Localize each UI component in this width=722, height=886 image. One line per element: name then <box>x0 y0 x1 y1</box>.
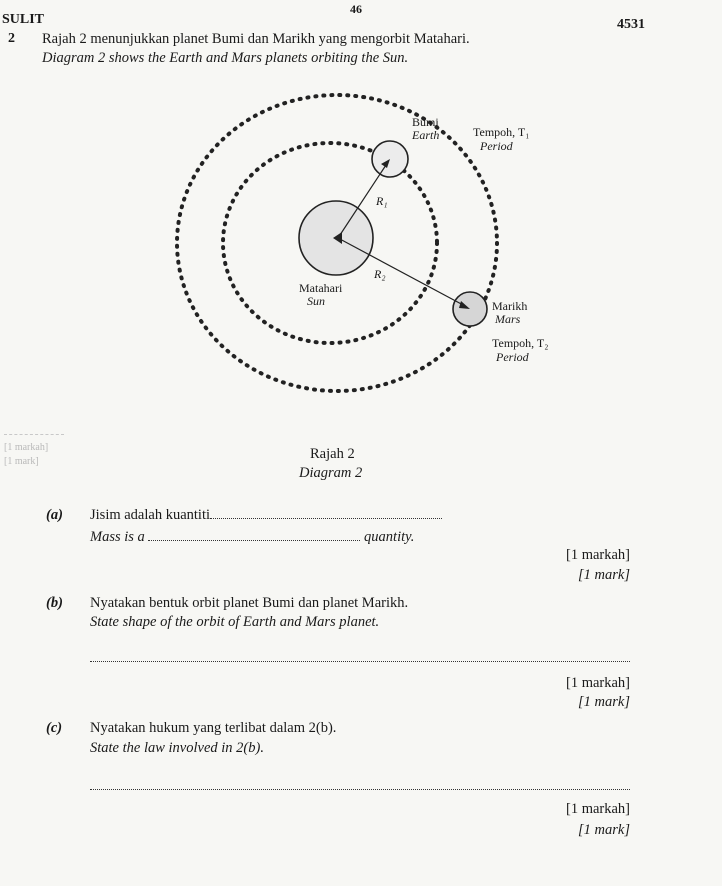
part-b-mark-ms: [1 markah] <box>565 675 630 691</box>
diagram-caption-en: Diagram 2 <box>299 465 363 481</box>
r1-label: R₁ <box>376 194 388 208</box>
part-c-en: State the law involved in 2(b). <box>90 740 264 756</box>
ghost-line <box>4 434 64 435</box>
header-code: 4531 <box>617 17 645 32</box>
part-a-mark-en: [1 mark] <box>578 567 630 583</box>
r2-label: R₂ <box>374 267 386 281</box>
orbit-diagram <box>0 0 722 420</box>
part-c-answer-line[interactable] <box>90 789 630 790</box>
earth-label-en: Earth <box>412 128 440 142</box>
part-a-ms-text: Jisim adalah kuantiti <box>90 507 211 523</box>
part-a-en <box>90 529 414 546</box>
sun-label-ms: Matahari <box>299 281 343 295</box>
part-b-answer-line[interactable] <box>90 661 630 662</box>
page-number: 46 <box>350 2 362 16</box>
part-b-en: State shape of the orbit of Earth and Mars planet. <box>90 614 380 630</box>
part-b-label: (b) <box>46 595 63 611</box>
ghost-text-1: [1 markah] <box>4 442 49 453</box>
question-stem-en: Diagram 2 shows the Earth and Mars planets orbiting the Sun. <box>42 50 409 66</box>
part-a-en-answer-line[interactable] <box>148 539 360 541</box>
part-b-ms: Nyatakan bentuk orbit planet Bumi dan planet Marikh. <box>90 595 409 611</box>
part-b-mark-en: [1 mark] <box>578 694 630 710</box>
part-a-en-after: quantity. <box>364 529 415 545</box>
sun-label-en: Sun <box>307 294 325 308</box>
diagram-caption-ms: Rajah 2 <box>310 446 355 462</box>
mars-label-en: Mars <box>495 312 521 326</box>
part-a-ms-answer-line[interactable] <box>210 517 442 519</box>
period1-label-en: Period <box>480 139 513 153</box>
part-a-ms <box>90 507 442 524</box>
earth-label-ms: Bumi <box>412 115 439 129</box>
r2-line <box>338 238 465 306</box>
mars-label-ms: Marikh <box>492 299 528 313</box>
period2-label-en: Period <box>496 350 529 364</box>
header-sulit: SULIT <box>2 12 45 27</box>
part-c-ms: Nyatakan hukum yang terlibat dalam 2(b). <box>90 720 337 736</box>
ghost-text-2: [1 mark] <box>4 456 39 467</box>
part-a-en-before: Mass is a <box>90 529 145 545</box>
part-c-label: (c) <box>46 720 63 736</box>
part-c-mark-ms: [1 markah] <box>565 801 630 817</box>
period2-label-ms: Tempoh, T₂ <box>492 336 549 350</box>
part-a-mark-ms: [1 markah] <box>565 547 630 563</box>
part-c-mark-en: [1 mark] <box>578 822 630 838</box>
part-a-label: (a) <box>46 507 63 523</box>
question-stem-ms: Rajah 2 menunjukkan planet Bumi dan Marikh yang mengorbit Matahari. <box>42 31 470 47</box>
period1-label-ms: Tempoh, T₁ <box>473 125 530 139</box>
question-number: 2 <box>8 31 15 46</box>
